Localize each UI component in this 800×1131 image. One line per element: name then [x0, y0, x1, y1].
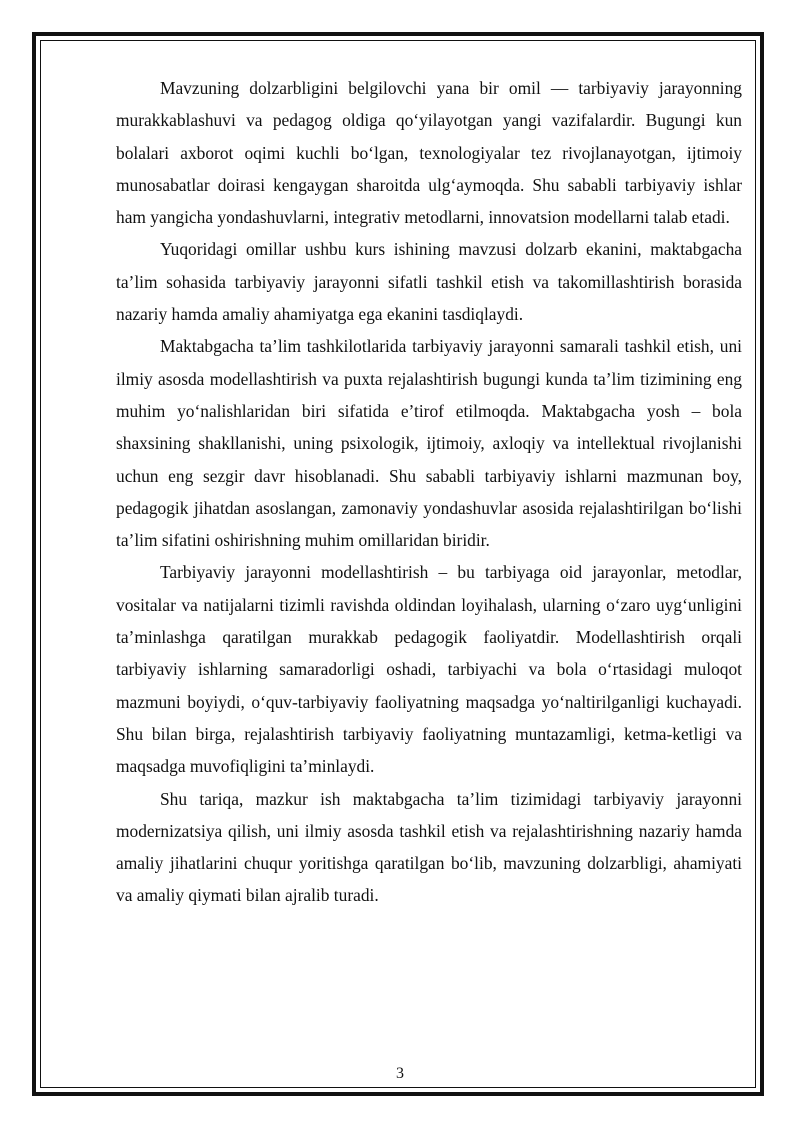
paragraph-5: Shu tariqa, mazkur ish maktabgacha ta’lim tizimidagi tarbiyaviy jarayonni modernizatsiya qilish, uni ilmiy asosda tashkil etish va rejalashtirishning nazariy hamda amaliy jihatlarini chuqur yoritishga qaratilgan bo‘lib, mavzuning dolzarbligi, ahamiyati va amaliy qiymati bilan ajralib turadi.: [116, 788, 742, 906]
page-number: 3: [396, 1065, 404, 1082]
document-body: [116, 72, 742, 912]
paragraph-1: Mavzuning dolzarbligini belgilovchi yana bir omil — tarbiyaviy jarayonning murakkablashuvi va pedagog oldiga qo‘yilayotgan yangi vazifalardir. Bugungi kun bolalari axborot oqimi kuchli bo‘lgan, texnologiyalar tez rivojlanayotgan, ijtimoiy munosabatlar doirasi kengaygan sharoitda ulg‘aymoqda. Shu sababli tarbiyaviy ishlar ham yangicha yondashuvlarni, integrativ metodlarni, innovatsion modellarni talab etadi.: [116, 78, 742, 228]
paragraph-2: Yuqoridagi omillar ushbu kurs ishining mavzusi dolzarb ekanini, maktabgacha ta’lim sohasida tarbiyaviy jarayonni sifatli tashkil etish va takomillashtirish borasida nazariy hamda amaliy ahamiyatga ega ekanini tasdiqlaydi.: [116, 239, 742, 325]
paragraph-3: Maktabgacha ta’lim tashkilotlarida tarbiyaviy jarayonni samarali tashkil etish, uni ilmiy asosda modellashtirish va puxta rejalashtirish bugungi kunda ta’lim tizimining eng muhim yo‘nalishlaridan biri sifatida e’tirof etilmoqda. Maktabgacha yosh – bola shaxsining shakllanishi, uning psixologik, ijtimoiy, axloqiy va intellektual rivojlanishi uchun eng sezgir davr hisoblanadi. Shu sababli tarbiyaviy ishlarni mazmunan boy, pedagogik jihatdan asoslangan, zamonaviy yondashuvlar asosida rejalashtirilgan bo‘lishi ta’lim sifatini oshirishning muhim omillaridan biridir.: [116, 336, 742, 551]
paragraph-4: Tarbiyaviy jarayonni modellashtirish – bu tarbiyaga oid jarayonlar, metodlar, vositalar va natijalarni tizimli ravishda oldindan loyihalash, ularning o‘zaro uyg‘unligini ta’minlashga qaratilgan murakkab pedagogik faoliyatdir. Modellashtirish orqali tarbiyaviy ishlarning samaradorligi oshadi, tarbiyachi va bola o‘rtasidagi muloqot mazmuni boyiydi, o‘quv-tarbiyaviy faoliyatning maqsadga yo‘naltirilganligi kuchayadi. Shu bilan birga, rejalashtirish tarbiyaviy faoliyatning muntazamligi, ketma-ketligi va maqsadga muvofiqligini ta’minlaydi.: [116, 562, 742, 777]
